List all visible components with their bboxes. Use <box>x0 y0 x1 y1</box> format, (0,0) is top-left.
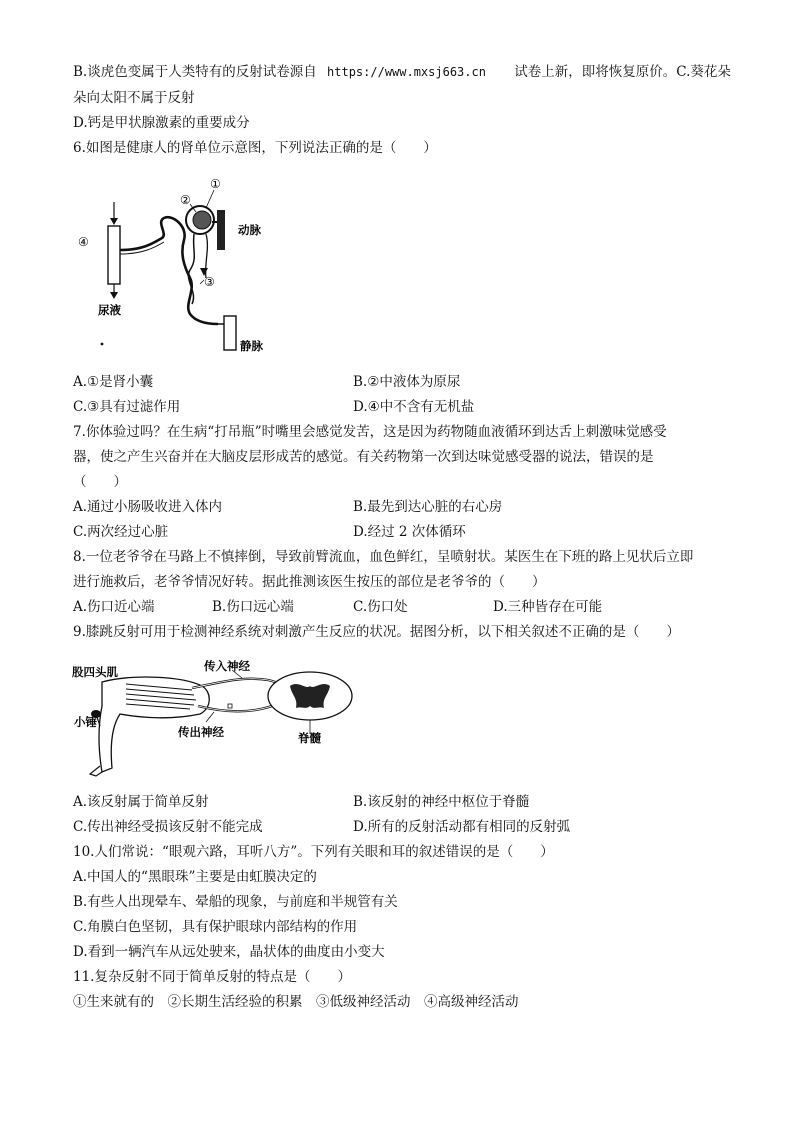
q6-option-d: D.④中不含有无机盐 <box>353 399 475 415</box>
q11-stem: 11.复杂反射不同于简单反射的特点是（ ） <box>73 969 351 985</box>
q5-option-c-line2: 朵向太阳不属于反射 <box>73 90 195 106</box>
label-urine: 尿液 <box>98 303 121 317</box>
q9-option-c: C.传出神经受损该反射不能完成 <box>73 819 263 835</box>
q8-option-d: D.三种皆存在可能 <box>493 599 603 615</box>
q9-option-d: D.所有的反射活动都有相同的反射弧 <box>353 819 571 835</box>
label-quadriceps: 股四头肌 <box>72 665 118 679</box>
nephron-diagram <box>72 174 272 356</box>
q5-option-c-text: 试卷上新，即将恢复原价。C.葵花朵 <box>514 64 731 80</box>
label-vein: 静脉 <box>240 339 263 353</box>
q9-option-b: B.该反射的神经中枢位于脊髓 <box>353 794 530 810</box>
knee-jerk-diagram <box>72 656 368 782</box>
q5-option-d: D.钙是甲状腺激素的重要成分 <box>73 115 250 131</box>
q6-stem: 6.如图是健康人的肾单位示意图，下列说法正确的是（ ） <box>73 140 437 156</box>
q7-stem-line1: 7.你体验过吗？在生病“打吊瓶”时嘴里会感觉发苦，这是因为药物随血液循环到达舌上刺激味觉感受 <box>73 424 667 440</box>
q10-stem: 10.人们常说：“眼观六路，耳听八方”。下列有关眼和耳的叙述错误的是（ ） <box>73 844 554 860</box>
label-4: ④ <box>78 235 89 249</box>
q10-option-c: C.角膜白色坚韧，具有保护眼球内部结构的作用 <box>73 919 358 935</box>
q8-option-b: B.伤口远心端 <box>212 599 294 615</box>
q9-stem: 9.膝跳反射可用于检测神经系统对刺激产生反应的状况。据图分析，以下相关叙述不正确的是（ ） <box>73 624 680 640</box>
label-3: ③ <box>204 275 215 289</box>
label-afferent-nerve: 传入神经 <box>204 659 250 673</box>
source-url: https://www.mxsj663.cn <box>327 65 486 79</box>
q8-option-a: A.伤口近心端 <box>73 599 155 615</box>
q7-stem-line2: 器，使之产生兴奋并在大脑皮层形成苦的感觉。有关药物第一次到达味觉感受器的说法，错误的是 <box>73 449 654 465</box>
q7-option-a: A.通过小肠吸收进入体内 <box>73 499 223 515</box>
q9-option-a: A.该反射属于简单反射 <box>73 794 209 810</box>
q7-option-c: C.两次经过心脏 <box>73 524 169 540</box>
label-1: ① <box>210 177 221 191</box>
label-efferent-nerve: 传出神经 <box>178 725 224 739</box>
q7-option-d: D.经过 2 次体循环 <box>353 524 466 540</box>
q10-option-d: D.看到一辆汽车从远处驶来，晶状体的曲度由小变大 <box>73 944 385 960</box>
q11-items: ①生来就有的 ②长期生活经验的积累 ③低级神经活动 ④高级神经活动 <box>73 994 519 1010</box>
q6-option-b: B.②中液体为原尿 <box>353 374 461 390</box>
q6-option-c: C.③具有过滤作用 <box>73 399 181 415</box>
q7-option-b: B.最先到达心脏的右心房 <box>353 499 503 515</box>
q7-stem-line3: （ ） <box>73 474 127 490</box>
label-artery: 动脉 <box>238 223 261 237</box>
label-2: ② <box>180 193 191 207</box>
q10-option-b: B.有些人出现晕车、晕船的现象，与前庭和半规管有关 <box>73 894 398 910</box>
q8-stem-line2: 进行施救后，老爷爷情况好转。据此推测该医生按压的部位是老爷爷的（ ） <box>73 574 546 590</box>
q8-stem-line1: 8.一位老爷爷在马路上不慎摔倒，导致前臂流血，血色鲜红，呈喷射状。某医生在下班的路上见状后立即 <box>73 549 694 565</box>
label-spinal-cord: 脊髓 <box>298 731 321 745</box>
q5-option-b-line <box>73 63 731 81</box>
q8-option-c: C.伤口处 <box>353 599 408 615</box>
label-hammer: 小锤 <box>74 715 97 729</box>
q10-option-a: A.中国人的“黑眼珠”主要是由虹膜决定的 <box>73 869 317 885</box>
q6-option-a: A.①是肾小囊 <box>73 374 154 390</box>
q5-option-b-text: B.谈虎色变属于人类特有的反射试卷源自 <box>73 64 317 80</box>
